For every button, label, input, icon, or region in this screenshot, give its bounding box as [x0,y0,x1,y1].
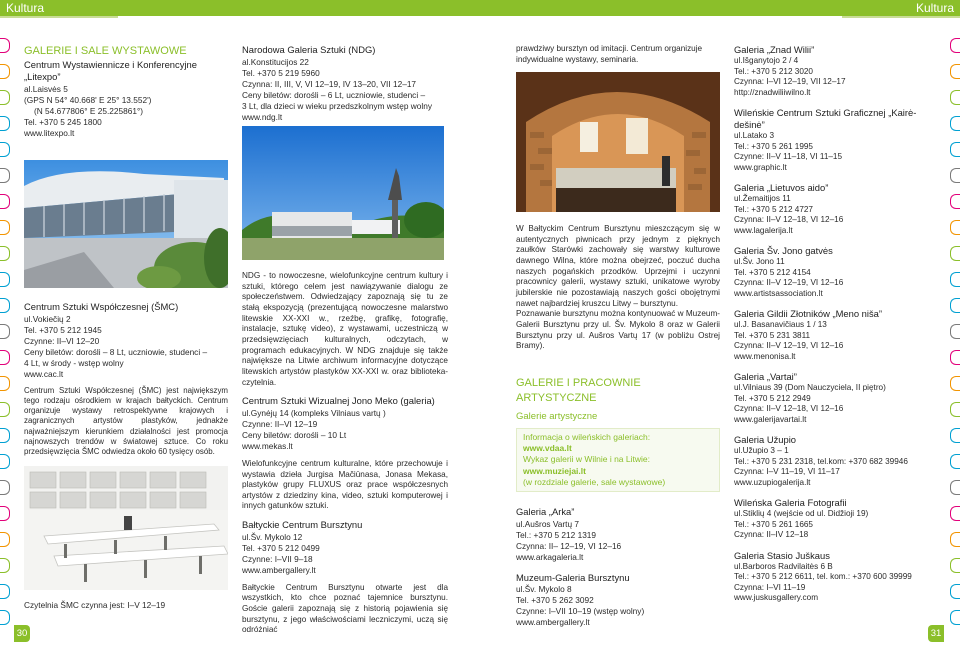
header-underline-left [0,16,118,18]
ndg-line: Ceny biletów: dorośli – 6 Lt, uczniowie, studenci – [242,89,426,100]
amber-cellar-photo [516,72,720,212]
cac-line: Tel. +370 5 212 1945 [24,324,102,335]
gallery-line: Tel.: +370 5 212 3020 [734,66,813,76]
amber-center-line: Tel. +370 5 212 0499 [242,542,320,553]
amber-paragraph: W Bałtyckim Centrum Bursztynu mieszczącym się w autentycznych piwnicach przy jednym z pięknych zaułków Starówki zachowały się warstwy kulturowe dawnego Wilna, które można obejrzeć, poczuć ducha naszych pogańskich przodków. Uprzejmi i uczynni pracownicy galerii, wystawy sztuki, unikatowe wyroby jubilerskie nie pozostawiają naszych gości obojętnymi nawet najbardziej kruszcu Litwy – bursztynu. [516,224,720,308]
gallery-line: Czynna: I–V 11–19, VI 11–17 [734,467,840,477]
gallery-line: Czynna: II–V 12–19, VI 12–16 [734,341,844,351]
info-line: Informacja o wileńskich galeriach: [523,431,651,442]
amber-center-description: Bałtyckie Centrum Bursztynu otwarte jest dla wszystkich, kto chce poznać tajemnice bursztynu. Goście galerii zapoznają się z historią pojawienia się bursztynu, z jego właściwościami leczniczymi, uczą się odróżniać [242,582,448,635]
ndg-line: al.Konstitucijos 22 [242,56,309,67]
litexpo-link[interactable]: www.litexpo.lt [24,127,75,138]
gallery-entry [734,44,944,98]
litexpo-name: Centrum Wystawiennicze i Konferencyjne „Litexpo” [24,58,197,83]
info-line: Wykaz galerii w Wilnie i na Litwie: [523,454,650,465]
gallery-link[interactable]: http://znadwiliiwilno.lt [734,87,811,97]
gallery-line: ul.Žemaitijos 11 [734,194,791,204]
column-2-ndg [242,44,448,123]
amber-museum-line: Tel. +370 5 262 3092 [516,595,594,606]
gallery-line: Tel. +370 5 231 3811 [734,330,811,340]
gallery-name: Galeria Šv. Jono gatvės [734,245,833,257]
ndg-description: NDG - to nowoczesne, wielofunkcyjne centrum kultury i sztuki, którego celem jest nawiązywanie dialogu ze społeczeństwem. Odwiedzający zapoznają się tu ze stałą ekspozycją (prezentującą nowoczesne malarstwo litewskie XX-XXI w., rzeźbę, grafikę, fotografię, instalacje, sztukę video), z wystawami, uczestniczą w przedsięwzięciach kulturalnych, odczytach, w programach edukacyjnych. W NDG znajduje się także największe na Litwie archiwum informacyjne dotyczące litewskich artystów plastyków XX-XXI w. oraz biblioteka-czytelnia. [242,271,448,387]
gallery-line: ul.Šv. Jono 11 [734,257,785,267]
gallery-line: Tel.: +370 5 261 1665 [734,519,813,529]
header-left: Kultura [0,0,480,16]
gallery-line: Tel.: +370 5 212 4727 [734,204,813,214]
ndg-photo [242,126,444,260]
gallery-name: Galeria Užupio [734,434,797,446]
gallery-line: ul.Išganytojo 2 / 4 [734,56,799,66]
section-title-studios: GALERIE I PRACOWNIE ARTYSTYCZNE [516,376,641,404]
amber-museum-link[interactable]: www.ambergallery.lt [516,617,590,628]
left-tab-strip [0,38,10,636]
gallery-entry [734,550,944,604]
gallery-name: Galeria Stasio Juškaus [734,549,830,561]
ndg-line: Tel. +370 5 219 5960 [242,67,320,78]
gallery-name: Galeria Gildii Złotników „Meno niša” [734,308,882,320]
arka-line: Tel.: +370 5 212 1319 [516,529,597,540]
ndg-line: 3 Lt, dla dzieci w wieku przedszkolnym wstęp wolny [242,100,432,111]
litexpo-line: (GPS N 54° 40.668' E 25° 13.552') [24,94,152,105]
gallery-line: Czynna: I–VI 11–19 [734,582,806,592]
amber-paragraph-2: Poznawanie bursztynu można kontynuować w Muzeum-Galerii Bursztynu przy ul. Šv. Mykolo 8 oraz w Galerii Bursztynu przy ul. Aušros Vartų 17 (w pobliżu Ostrej Bramy). [516,309,720,351]
cac-line: 4 Lt, w środy - wstęp wolny [24,357,124,368]
gallery-line: ul.Latako 3 [734,131,775,141]
gallery-entry [734,245,944,299]
gallery-line: ul.Stiklių 4 (wejście od ul. Didžioji 19) [734,509,869,519]
gallery-link[interactable]: www.graphic.lt [734,162,787,172]
ndg-line: Czynna: II, III, V, VI 12–19, IV 13–20, VII 12–17 [242,78,417,89]
gallery-line: ul.Barboros Radvilaitės 6 B [734,561,833,571]
gallery-link[interactable]: www.uzupiogalerija.lt [734,477,811,487]
gallery-entry [734,182,944,236]
column-2-rest [242,271,448,636]
mekas-line: Ceny biletów: dorośli – 10 Lt [242,429,347,440]
gallery-line: ul.Vilniaus 39 (Dom Nauczyciela, II piętro) [734,383,886,393]
gallery-entry [734,434,944,488]
cac-line: ul.Vokiečių 2 [24,313,71,324]
header-underline-right [842,16,960,18]
page-number-right: 31 [928,625,944,642]
info-link-muziejai[interactable]: www.muziejai.lt [523,465,586,476]
gallery-entry [734,107,944,173]
ndg-link[interactable]: www.ndg.lt [242,111,283,122]
arka-line: Czynna: II– 12–19, VI 12–16 [516,540,622,551]
section-title-galleries: GALERIE I SALE WYSTAWOWE [24,45,187,57]
gallery-name: Galeria „Lietuvos aido” [734,182,829,194]
page-number-left: 30 [14,625,30,642]
amber-museum-line: Czynne: I–VII 10–19 (wstęp wolny) [516,606,645,617]
column-1-top [24,44,228,139]
arka-name: Galeria „Arka” [516,506,575,518]
cac-line: Czynne: II–VI 12–20 [24,335,100,346]
arka-link[interactable]: www.arkagaleria.lt [516,551,584,562]
gallery-link[interactable]: www.menonisa.lt [734,351,796,361]
mekas-line: ul.Gynėjų 14 (kompleks Vilniaus vartų ) [242,407,386,418]
litexpo-line: Tel. +370 5 245 1800 [24,116,102,127]
gallery-line: Tel.: +370 5 231 2318, tel.kom: +370 682 39946 [734,456,908,466]
cac-description: Centrum Sztuki Współczesnej (ŠMC) jest największym tego rodzaju ośrodkiem w krajach bałtyckich. Centrum organizuje wystawy retrospektywne krajowych i zagranicznych artystów plastyków, jednakże najważniejszym kierunkiem działalności jest promocja najnowszych trendów w światowej sztuce. Co roku przedsięwzięcia ŠMC odwiedza około 60 tysięcy osób. [24,385,228,457]
column-1-cac [24,301,228,458]
subsection-art-galleries: Galerie artystyczne [516,411,598,423]
gallery-line: ul.J. Basanavičiaus 1 / 13 [734,320,827,330]
gallery-link[interactable]: www.artistsassociation.lt [734,288,823,298]
gallery-entry [734,308,944,362]
cac-reading-room-photo [24,466,228,590]
gallery-line: Tel. +370 5 212 4154 [734,267,811,277]
column-3-text [516,224,720,628]
arka-line: ul.Aušros Vartų 7 [516,518,580,529]
cac-link[interactable]: www.cac.lt [24,368,64,379]
litexpo-line: al.Laisvės 5 [24,83,68,94]
amber-center-line: ul.Šv. Mykolo 12 [242,531,303,542]
gallery-line: Czynna: II–V 12–18, VI 12–16 [734,404,844,414]
mekas-description: Wielofunkcyjne centrum kulturalne, które przechowuje i wystawia dzieła Jurgisa Mačiūnasa, Jonasa Mekasa, plastyków grupy FLUXUS oraz prace współczesnych artystów z dziedziny kina, video, sztuki komputerowej i innych gatunków sztuki. [242,458,448,511]
gallery-line: Czynna: I–VI 12–19, VII 12–17 [734,77,846,87]
gallery-link[interactable]: www.lagalerija.lt [734,225,793,235]
amber-continued-text: prawdziwy bursztyn od imitacji. Centrum organizuje indywidualne wystawy, seminaria. [516,44,703,64]
amber-museum-name: Muzeum-Galeria Bursztynu [516,571,630,583]
cac-name: Centrum Sztuki Współczesnej (ŠMC) [24,301,179,312]
column-4-galleries [734,44,944,604]
gallery-line: Tel.: +370 5 261 1995 [734,141,813,151]
cac-line: Ceny biletów: dorośli – 8 Lt, uczniowie, studenci – [24,346,208,357]
gallery-link[interactable]: www.juskusgallery.com [734,593,819,603]
gallery-name: Galeria „Znad Wilii” [734,44,815,55]
cac-reading-room-caption: Czytelnia ŠMC czynna jest: I–V 12–19 [24,600,166,610]
mekas-link[interactable]: www.mekas.lt [242,440,293,451]
gallery-line: Czynne: II–V 11–18, VI 11–15 [734,152,843,162]
amber-museum-line: ul.Šv. Mykolo 8 [516,584,572,595]
gallery-line: Czynna: II–V 12–18, VI 12–16 [734,215,844,225]
right-tab-strip [950,38,960,636]
gallery-line: Czynna: II–V 12–19, VI 12–16 [734,278,844,288]
gallery-line: Czynna: II–IV 12–18 [734,530,809,540]
info-line: (w rozdziale galerie, sale wystawowe) [523,476,666,487]
litexpo-line: (N 54.677806° E 25.225861°) [34,105,144,116]
gallery-line: ul.Užupio 3 – 1 [734,446,789,456]
gallery-info-box [516,428,720,492]
amber-center-name: Bałtyckie Centrum Bursztynu [242,519,363,531]
gallery-name: Wileńskie Centrum Sztuki Graficznej „Kairė-dešinė” [734,107,917,131]
mekas-name: Centrum Sztuki Wizualnej Jono Meko (galeria) [242,395,435,407]
info-link-vdaa[interactable]: www.vdaa.lt [523,443,572,454]
header-right: Kultura [480,0,960,16]
gallery-entry [734,497,944,541]
gallery-entry [734,371,944,425]
amber-center-line: Czynne: I–VII 9–18 [242,553,313,564]
gallery-name: Wileńska Galeria Fotografii [734,497,847,509]
ndg-name: Narodowa Galeria Sztuki (NDG) [242,44,376,55]
amber-center-link[interactable]: www.ambergallery.lt [242,564,316,575]
mekas-line: Czynne: II–VI 12–19 [242,418,318,429]
litexpo-photo [24,160,228,288]
gallery-line: Tel. +370 5 212 2949 [734,393,811,403]
gallery-line: Tel.: +370 5 212 6611, tel. kom.: +370 600 39999 [734,572,912,582]
gallery-name: Galeria „Vartai” [734,371,797,383]
gallery-link[interactable]: www.galerijavartai.lt [734,414,807,424]
